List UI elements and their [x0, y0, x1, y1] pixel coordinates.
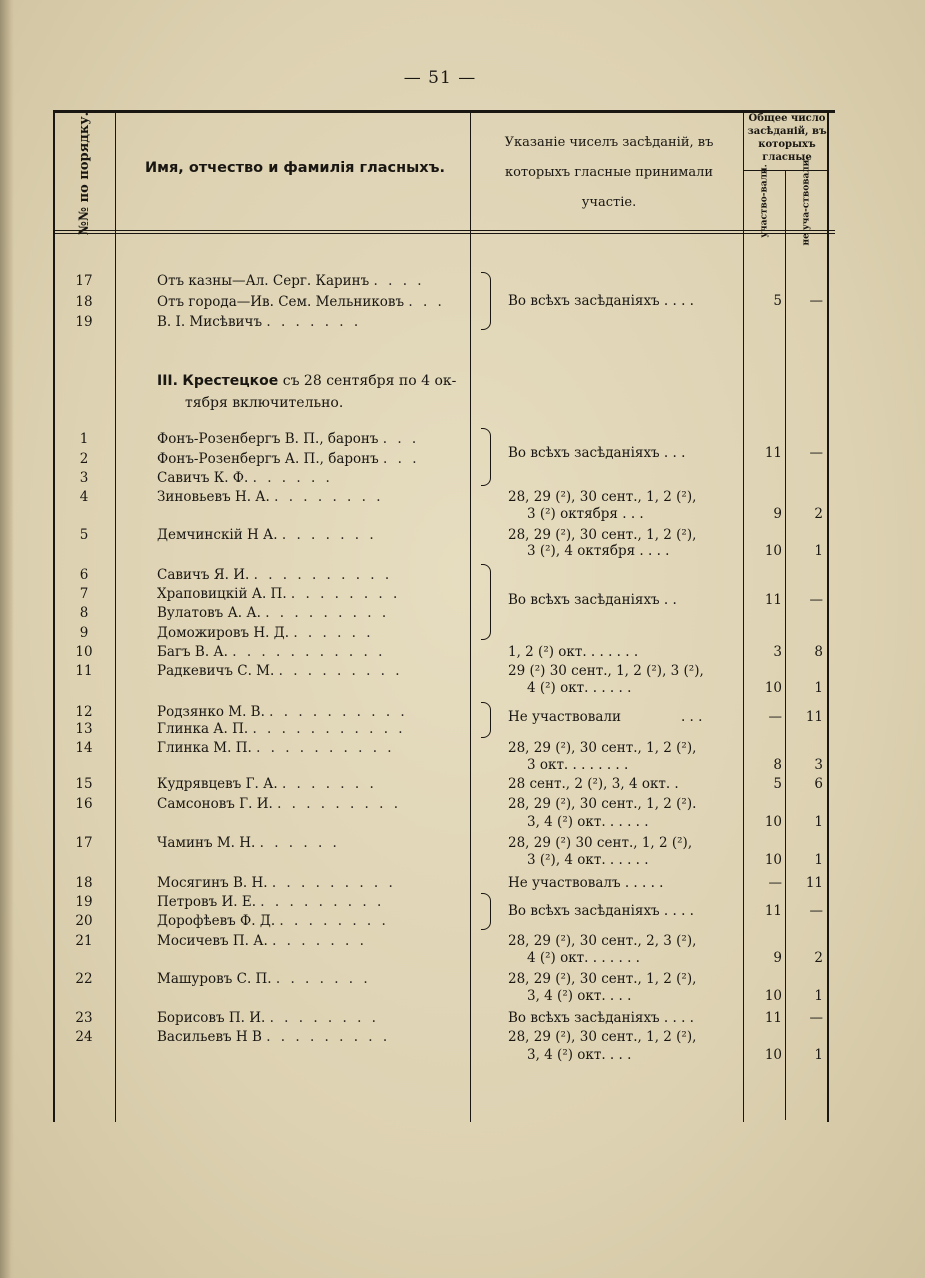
row-dates: Не участвовалъ . . . . .	[508, 875, 664, 891]
row-number: 20	[75, 913, 93, 929]
group-took-part: 11	[764, 445, 782, 461]
name-text: Вулатовъ А. А.	[157, 605, 261, 621]
row-took-part: 9	[773, 506, 782, 522]
leader-dots: . . . . . . . .	[269, 1010, 379, 1026]
row-took-part: 9	[773, 950, 782, 966]
header-number-label: №№ по порядку.	[77, 111, 93, 235]
name-text: Отъ города—Ив. Сем. Мельниковъ	[157, 294, 405, 310]
table-row	[0, 795, 925, 813]
name-text: Фонъ-Розенбергъ А. П., баронъ	[157, 451, 379, 467]
row-name	[157, 739, 462, 757]
row-dates-continued: 4 (²) окт. . . . . .	[527, 680, 632, 696]
row-number: 1	[79, 431, 89, 447]
row-name	[157, 313, 462, 331]
row-dates: 28, 29 (²), 30 сент., 1, 2 (²),	[508, 1029, 697, 1045]
table-row	[0, 662, 925, 680]
row-number: 23	[75, 1010, 93, 1026]
row-not-participated: 1	[814, 1047, 823, 1063]
header-dates-line1: Указаніе чиселъ засѣданій, въ	[504, 135, 714, 150]
name-text: Фонъ-Розенбергъ В. П., баронъ	[157, 431, 379, 447]
leader-dots: . . . . . . . . . .	[256, 740, 395, 756]
row-not-participated: 3	[814, 757, 823, 773]
group-not-participated: 11	[805, 709, 823, 725]
name-text: Чаминъ М. Н.	[157, 835, 256, 851]
group-took-part: 11	[764, 903, 782, 919]
row-took-part: 10	[764, 680, 782, 696]
row-name	[157, 450, 462, 468]
group-brace	[481, 272, 491, 330]
leader-dots: . . .	[408, 294, 445, 310]
name-text: Дорофѣевъ Ф. Д.	[157, 913, 276, 929]
name-text: Савичъ К. Ф.	[157, 470, 249, 486]
section-heading	[157, 370, 462, 414]
name-text: Отъ казны—Ал. Серг. Каринъ	[157, 273, 370, 289]
leader-dots: . . . . . . . .	[274, 489, 384, 505]
row-number: 19	[75, 894, 93, 910]
group-dates: Во всѣхъ засѣданіяхъ . .	[508, 592, 677, 608]
leader-dots: . . . . . . . . .	[265, 605, 390, 621]
table-row	[0, 469, 925, 487]
row-number: 22	[75, 971, 93, 987]
header-name-column: Имя, отчество и фамилія гласныхъ.	[145, 160, 445, 176]
name-text: Мосягинъ В. Н.	[157, 875, 268, 891]
header-total-column: Общее число засѣданій, въ которыхъ гласные	[747, 113, 827, 163]
name-text: В. І. Мисѣвичъ	[157, 314, 263, 330]
leader-dots: . . . . . . . . . .	[253, 567, 393, 583]
header-dates-line2: которыхъ гласные принимали	[504, 165, 714, 180]
row-number: 17	[75, 273, 93, 289]
header-took-part-column	[746, 164, 784, 238]
leader-dots: . . . . . . . . .	[277, 796, 402, 812]
row-name	[157, 795, 462, 813]
row-name	[157, 272, 462, 290]
name-text: Петровъ И. Е.	[157, 894, 256, 910]
row-dates: 1, 2 (²) окт. . . . . . .	[508, 644, 639, 660]
leader-dots: . . . . . . .	[272, 933, 367, 949]
leader-dots: . . .	[382, 431, 420, 447]
leader-dots: . . . . . . .	[266, 314, 362, 330]
row-name	[157, 469, 462, 487]
row-took-part: 10	[764, 814, 782, 830]
group-not-participated: —	[809, 293, 823, 309]
row-dates-continued: 3, 4 (²) окт. . . .	[527, 988, 632, 1004]
name-text: Радкевичъ С. М.	[157, 663, 275, 679]
row-name	[157, 526, 462, 544]
row-number: 19	[75, 314, 93, 330]
row-number: 11	[75, 663, 93, 679]
group-brace	[481, 893, 491, 930]
header-not-participated-label: не уча-ствовали.	[801, 156, 812, 246]
group-brace	[481, 564, 491, 640]
row-number: 15	[75, 776, 93, 792]
row-dates-continued: 4 (²) окт. . . . . . .	[527, 950, 640, 966]
row-not-participated: 2	[814, 506, 823, 522]
name-text: Машуровъ С. П.	[157, 971, 272, 987]
leader-dots: . . .	[383, 451, 420, 467]
row-not-participated: 11	[805, 875, 823, 891]
row-number: 8	[79, 605, 89, 621]
group-dates	[508, 708, 740, 726]
group-not-participated: —	[809, 592, 823, 608]
row-number: 14	[75, 740, 93, 756]
row-dates: 28, 29 (²), 30 сент., 1, 2 (²),	[508, 740, 697, 756]
row-number: 18	[75, 875, 93, 891]
row-not-participated: 1	[814, 543, 823, 559]
row-took-part: 5	[773, 776, 782, 792]
row-not-participated: 1	[814, 988, 823, 1004]
header-bottom-rule-2	[53, 233, 835, 234]
table-row	[0, 643, 925, 661]
name-text: Савичъ Я. И.	[157, 567, 250, 583]
group-brace	[481, 428, 491, 486]
row-not-participated: 1	[814, 814, 823, 830]
table-row	[0, 272, 925, 290]
row-dates: 28, 29 (²) 30 сент., 1, 2 (²),	[508, 835, 693, 851]
table-row	[0, 739, 925, 757]
row-dates: 28 сент., 2 (²), 3, 4 окт. .	[508, 776, 679, 792]
group-dates: Во всѣхъ засѣданіяхъ . . .	[508, 445, 686, 461]
row-name	[157, 775, 462, 793]
name-text: Храповицкій А. П.	[157, 586, 287, 602]
row-number: 6	[79, 567, 89, 583]
row-dates-continued: 3, 4 (²) окт. . . .	[527, 1047, 632, 1063]
header-not-participated-column	[787, 156, 825, 246]
row-took-part: 10	[764, 1047, 782, 1063]
row-number: 16	[75, 796, 93, 812]
row-name	[157, 932, 462, 950]
row-not-participated: 6	[814, 776, 823, 792]
header-dates-column	[478, 128, 740, 218]
table-row	[0, 1009, 925, 1027]
row-name	[157, 834, 462, 852]
row-took-part: 11	[764, 1010, 782, 1026]
row-dates-continued: 3 (²) октября . . .	[527, 506, 644, 522]
row-number: 2	[79, 451, 89, 467]
leader-dots: . . . . . . .	[281, 776, 377, 792]
leader-dots: . . . . . . . . .	[260, 894, 385, 910]
row-name	[157, 912, 462, 930]
name-text: Мосичевъ П. А.	[157, 933, 268, 949]
name-text: Кудрявцевъ Г. А.	[157, 776, 278, 792]
leader-dots: . . . . . .	[252, 470, 333, 486]
row-took-part: 8	[773, 757, 782, 773]
name-text: Доможировъ Н. Д.	[157, 625, 290, 641]
section-title-line2: тября включительно.	[185, 395, 344, 411]
row-number: 4	[79, 489, 89, 505]
row-name	[157, 970, 462, 988]
row-name	[157, 488, 462, 506]
leader-dots: . . . . . . . .	[279, 913, 389, 929]
row-number: 7	[79, 586, 89, 602]
table-row	[0, 932, 925, 950]
table-row	[0, 834, 925, 852]
name-text: Родзянко М. В.	[157, 704, 265, 720]
total-subheader-rule	[744, 170, 828, 171]
leader-dots: . . . . . . . . . . .	[232, 644, 386, 660]
table-row	[0, 566, 925, 584]
table-top-rule	[53, 110, 835, 113]
row-name	[157, 662, 462, 680]
row-number: 17	[75, 835, 93, 851]
name-text: Демчинскій Н А.	[157, 527, 278, 543]
row-dates: 28, 29 (²), 30 сент., 1, 2 (²).	[508, 796, 697, 812]
row-number: 5	[79, 527, 89, 543]
name-text: Борисовъ П. И.	[157, 1010, 266, 1026]
row-not-participated: 8	[814, 644, 823, 660]
leader-dots: . . . .	[373, 273, 425, 289]
leader-dots: . . . . . . .	[275, 971, 371, 987]
name-text: Глинка А. П.	[157, 721, 249, 737]
row-took-part: 3	[773, 644, 782, 660]
group-not-participated: —	[809, 445, 823, 461]
row-number: 3	[79, 470, 89, 486]
row-dates: 28, 29 (²), 30 сент., 1, 2 (²),	[508, 971, 697, 987]
name-text: Зиновьевъ Н. А.	[157, 489, 270, 505]
row-took-part: 10	[764, 852, 782, 868]
group-dates-text: Не участвовали	[508, 709, 621, 725]
table-row	[0, 488, 925, 506]
row-dates-continued: 3 (²), 4 октября . . . .	[527, 543, 670, 559]
leader-dots: . . . . . . . . .	[266, 1029, 391, 1045]
row-name	[157, 643, 462, 661]
group-took-part: 5	[773, 293, 782, 309]
row-dates-continued: 3, 4 (²) окт. . . . . .	[527, 814, 649, 830]
group-took-part: —	[768, 709, 782, 725]
row-dates-continued: 3 (²), 4 окт. . . . . .	[527, 852, 649, 868]
row-name	[157, 624, 462, 642]
row-name	[157, 430, 462, 448]
row-number: 10	[75, 644, 93, 660]
row-took-part: —	[768, 875, 782, 891]
leader-dots: . . . . . . . . .	[278, 663, 403, 679]
group-dates: Во всѣхъ засѣданіяхъ . . . .	[508, 903, 694, 919]
table-row	[0, 970, 925, 988]
row-name	[157, 893, 462, 911]
header-took-part-label: участво-вали.	[760, 164, 770, 238]
row-name	[157, 585, 462, 603]
header-bottom-rule	[53, 230, 835, 231]
row-not-participated: 2	[814, 950, 823, 966]
row-name	[157, 703, 462, 721]
leader-dots: . . . . . . . . . .	[269, 704, 408, 720]
leader-dots: . . . . . . . . . . .	[252, 721, 406, 737]
row-took-part: 10	[764, 543, 782, 559]
row-number: 9	[79, 625, 89, 641]
table-row	[0, 775, 925, 793]
table-row	[0, 874, 925, 892]
row-number: 13	[75, 721, 93, 737]
row-number: 21	[75, 933, 93, 949]
row-not-participated: 1	[814, 680, 823, 696]
leader-dots: . . . . . . .	[281, 527, 377, 543]
row-name	[157, 566, 462, 584]
name-text: Самсоновъ Г. И.	[157, 796, 273, 812]
row-dates: 28, 29 (²), 30 сент., 1, 2 (²),	[508, 489, 697, 505]
table-row	[0, 624, 925, 642]
page-number: — 51 —	[403, 68, 477, 88]
row-dates-continued: 3 окт. . . . . . . .	[527, 757, 629, 773]
leader-dots: . . .	[680, 709, 703, 725]
row-dates: Во всѣхъ засѣданіяхъ . . . .	[508, 1010, 694, 1026]
section-title-bold: Крестецкое	[182, 373, 279, 389]
row-name	[157, 874, 462, 892]
row-number: 18	[75, 294, 93, 310]
row-not-participated: 1	[814, 852, 823, 868]
section-title-rest: съ 28 сентября по 4 ок-	[282, 373, 457, 389]
group-took-part: 11	[764, 592, 782, 608]
group-brace	[481, 702, 491, 738]
row-name	[157, 720, 462, 738]
leader-dots: . . . . . .	[293, 625, 374, 641]
row-name	[157, 293, 462, 311]
leader-dots: . . . . . . . .	[290, 586, 401, 602]
section-roman: III.	[157, 373, 178, 389]
leader-dots: . . . . . .	[259, 835, 340, 851]
header-number-column	[56, 111, 114, 235]
group-dates: Во всѣхъ засѣданіяхъ . . . .	[508, 293, 694, 309]
table-row	[0, 1028, 925, 1046]
leader-dots: . . . . . . . . .	[271, 875, 396, 891]
name-text: Глинка М. П.	[157, 740, 252, 756]
group-not-participated: —	[809, 903, 823, 919]
row-number: 24	[75, 1029, 93, 1045]
row-not-participated: —	[809, 1010, 823, 1026]
table-row	[0, 313, 925, 331]
name-text: Васильевъ Н В	[157, 1029, 262, 1045]
row-name	[157, 604, 462, 622]
name-text: Багъ В. А.	[157, 644, 228, 660]
row-name	[157, 1009, 462, 1027]
row-number: 12	[75, 704, 93, 720]
row-dates: 29 (²) 30 сент., 1, 2 (²), 3 (²),	[508, 663, 704, 679]
header-dates-line3: участіе.	[581, 195, 637, 210]
row-took-part: 10	[764, 988, 782, 1004]
row-dates: 28, 29 (²), 30 сент., 2, 3 (²),	[508, 933, 697, 949]
row-dates: 28, 29 (²), 30 сент., 1, 2 (²),	[508, 527, 697, 543]
row-name	[157, 1028, 462, 1046]
